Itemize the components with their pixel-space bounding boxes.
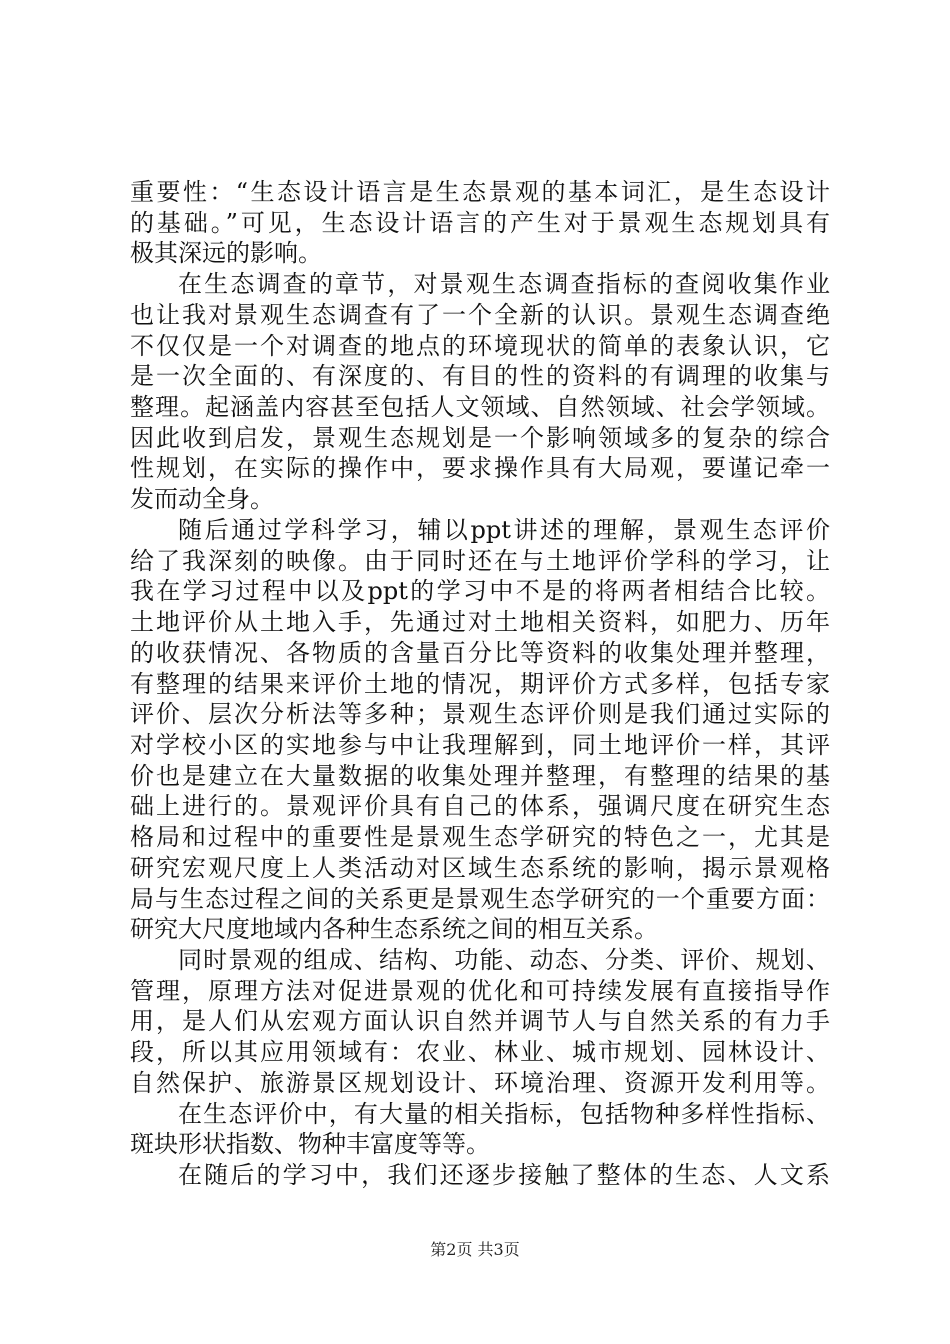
text-line: 有整理的结果来评价土地的情况，期评价方式多样，包括专家 <box>130 670 830 698</box>
text-line: 局与生态过程之间的关系更是景观生态学研究的一个重要方面： <box>130 885 830 913</box>
text-line: 极其深远的影响。 <box>130 239 322 267</box>
text-line: 不仅仅是一个对调查的地点的环境现状的简单的表象认识，它 <box>130 332 830 360</box>
text-line: 研究宏观尺度上人类活动对区域生态系统的影响，揭示景观格 <box>130 854 830 882</box>
text-line: 段，所以其应用领域有：农业、林业、城市规划、园林设计、 <box>130 1038 830 1066</box>
text-line: 土地评价从土地入手，先通过对土地相关资料，如肥力、历年 <box>130 608 830 636</box>
page-number-footer: 第2页 共3页 <box>430 1240 520 1259</box>
text-line: 用，是人们从宏观方面认识自然并调节人与自然关系的有力手 <box>130 1007 830 1035</box>
text-line: 因此收到启发，景观生态规划是一个影响领域多的复杂的综合 <box>130 424 830 452</box>
paragraph-first-line: 在生态评价中，有大量的相关指标，包括物种多样性指标、 <box>178 1100 830 1128</box>
text-line: 的收获情况、各物质的含量百分比等资料的收集处理并整理， <box>130 639 830 667</box>
text-line: 性规划，在实际的操作中，要求操作具有大局观，要谨记牵一 <box>130 454 830 482</box>
text-line: 自然保护、旅游景区规划设计、环境治理、资源开发利用等。 <box>130 1069 830 1097</box>
text-line: 是一次全面的、有深度的、有目的性的资料的有调理的收集与 <box>130 362 830 390</box>
text-line: 给了我深刻的映像。由于同时还在与土地评价学科的学习，让 <box>130 547 830 575</box>
text-line: 评价、层次分析法等多种；景观生态评价则是我们通过实际的 <box>130 700 830 728</box>
text-line: 斑块形状指数、物种丰富度等等。 <box>130 1130 490 1158</box>
text-line: 的基础。”可见，生态设计语言的产生对于景观生态规划具有 <box>130 209 830 237</box>
paragraph-first-line: 在生态调查的章节，对景观生态调查指标的查阅收集作业 <box>178 270 830 298</box>
text-line: 重要性：“生态设计语言是生态景观的基本词汇，是生态设计 <box>130 178 830 206</box>
text-line: 整理。起涵盖内容甚至包括人文领域、自然领域、社会学领域。 <box>130 393 830 421</box>
paragraph-first-line: 在随后的学习中，我们还逐步接触了整体的生态、人文系 <box>178 1161 830 1189</box>
text-line: 也让我对景观生态调查有了一个全新的认识。景观生态调查绝 <box>130 301 830 329</box>
paragraph-first-line: 随后通过学科学习，辅以ppt讲述的理解，景观生态评价 <box>178 516 830 544</box>
text-line: 础上进行的。景观评价具有自己的体系，强调尺度在研究生态 <box>130 792 830 820</box>
text-line: 管理，原理方法对促进景观的优化和可持续发展有直接指导作 <box>130 977 830 1005</box>
paragraph-first-line: 同时景观的组成、结构、功能、动态、分类、评价、规划、 <box>178 946 830 974</box>
text-line: 对学校小区的实地参与中让我理解到，同土地评价一样，其评 <box>130 731 830 759</box>
text-line: 价也是建立在大量数据的收集处理并整理，有整理的结果的基 <box>130 762 830 790</box>
text-line: 发而动全身。 <box>130 485 274 513</box>
text-line: 我在学习过程中以及ppt的学习中不是的将两者相结合比较。 <box>130 577 830 605</box>
text-line: 格局和过程中的重要性是景观生态学研究的特色之一，尤其是 <box>130 823 830 851</box>
text-line: 研究大尺度地域内各种生态系统之间的相互关系。 <box>130 915 658 943</box>
